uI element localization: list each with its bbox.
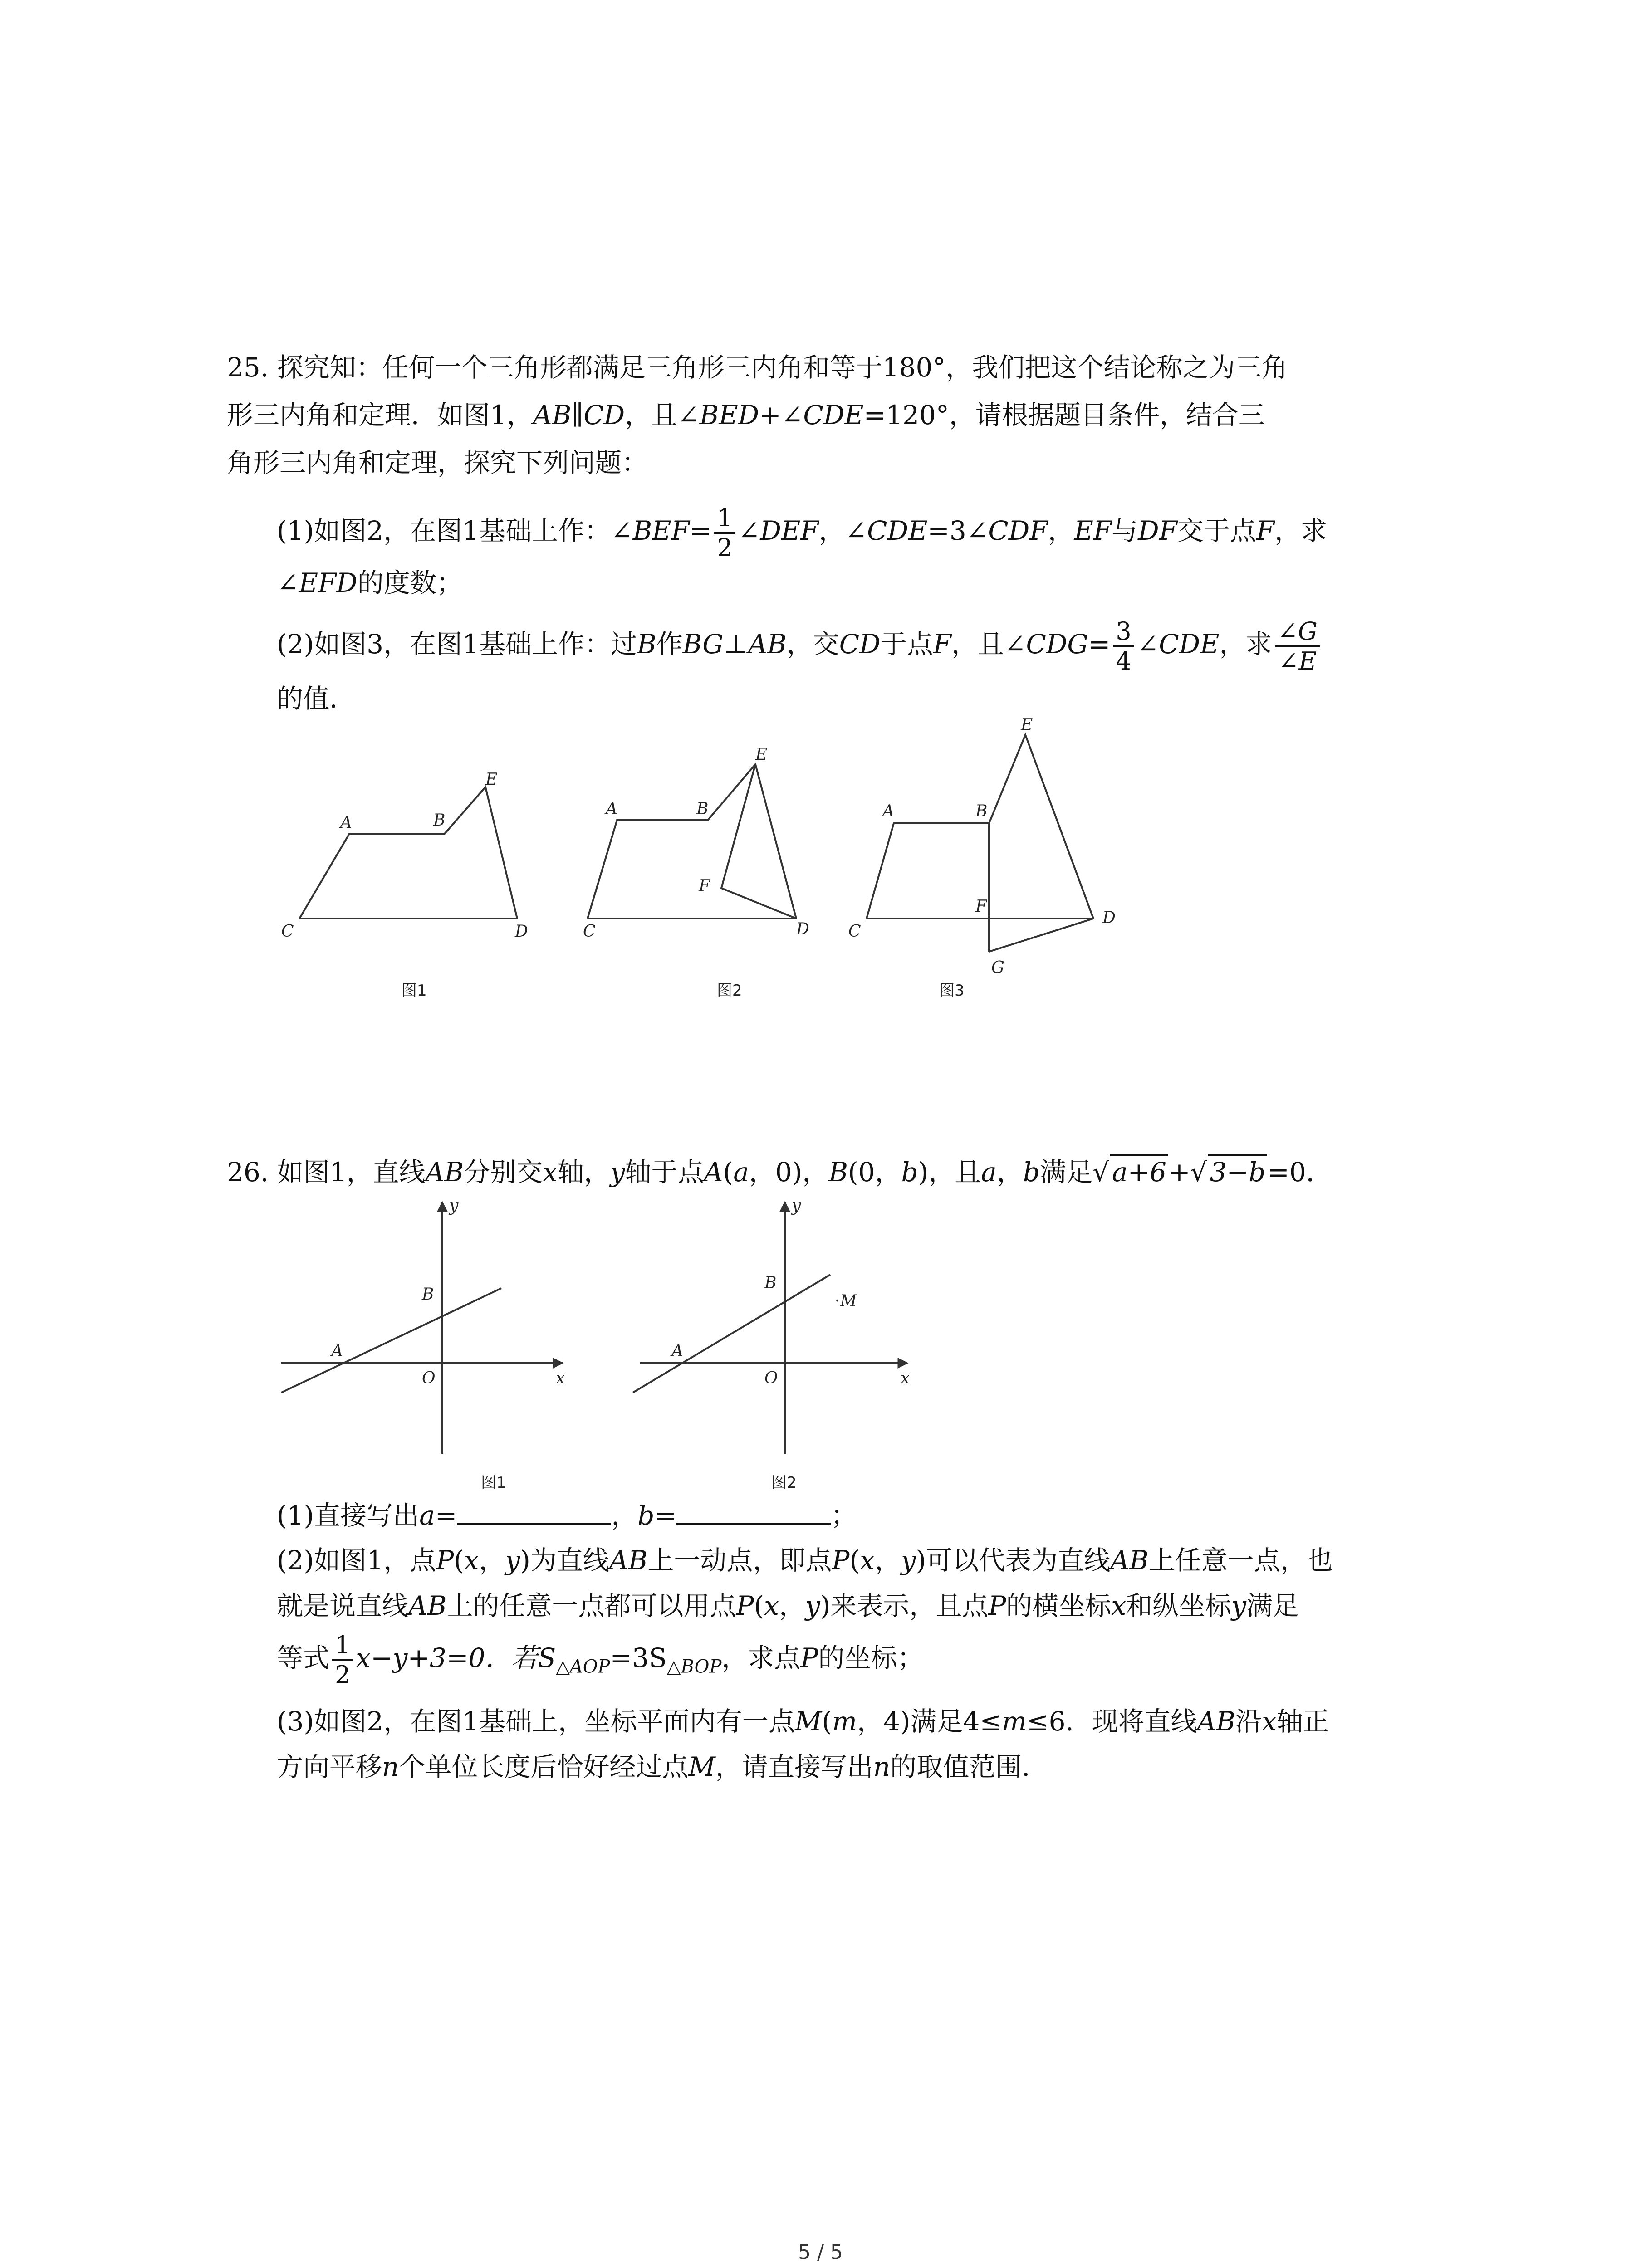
fig3-gd [989,919,1093,952]
fig3-label-d: D [1102,909,1116,927]
fig26-2-label-a: A [671,1342,683,1360]
fig1-polyline [299,787,517,919]
q26-part-2: (2)如图1，点P(x，y)为直线AB上一动点，即点P(x，y)可以代表为直线AB上任意一点，也 [277,1545,1333,1576]
q25-line-2: 形三内角和定理．如图1，AB∥CD，且∠BED+∠CDE=120°，请根据题目条件，结合三 [227,400,1265,430]
q25-part-2-cont: 的值． [277,683,356,714]
fig1-label-e: E [485,770,498,789]
answer-blank-a[interactable] [457,1499,611,1525]
fig1-label-d: D [515,922,528,941]
fraction-one-half-26: $\frac{1}{2}$ [332,1631,353,1689]
fig3-label-g: G [991,958,1004,977]
q26-figures [272,1193,953,1501]
answer-blank-b[interactable] [676,1499,831,1525]
fig2-label-d: D [796,920,809,938]
q25-figures [254,717,1161,1012]
q26-line-1: 26. 如图1，直线AB分别交x轴，y轴于点A(a，0)，B(0，b)，且a，b满足√ a+6+√ 3−b=0． [227,1154,1332,1188]
fig26-1-label-y: y [449,1197,459,1215]
q26-part-3: (3)如图2，在图1基础上，坐标平面内有一点M(m，4)满足4≤m≤6．现将直线AB沿x轴正 [277,1706,1329,1737]
fig3-caption: 图3 [939,982,965,1000]
fig3-label-c: C [848,922,861,941]
fraction-three-quarters: $\frac{3}{4}$ [1113,617,1134,675]
fraction-angle-g-over-e: $\frac{\angle G}{\angle E}$ [1275,617,1320,675]
fig26-1-label-x: x [556,1369,565,1388]
q26-number: 26. [227,1157,269,1188]
fig3-label-f: F [975,897,987,916]
fig26-1-label-a: A [331,1342,343,1360]
fig26-1-label-o: O [422,1369,436,1388]
fig1-label-b: B [433,811,446,830]
fig1-label-a: A [340,813,352,832]
fig1-line-ab [281,1288,501,1393]
q25-part-2: (2)如图3，在图1基础上作：过B作BG⊥AB，交CD于点F，且∠CDG= $\frac{3}{4}$ ∠CDE，求 $\frac{\angle G}{\angle E}$ [277,610,1323,678]
fig2-label-c: C [583,922,596,941]
fraction-one-half: $\frac{1}{2}$ [714,504,735,562]
fig26-2-label-m: ·M [835,1292,857,1310]
fig1-caption: 图1 [402,982,427,1000]
fig26-1-caption: 图1 [481,1474,506,1492]
fig3-label-a: A [882,802,894,821]
sqrt-a-plus-6: a+6 [1110,1154,1168,1188]
fig2-label-b: B [696,800,709,818]
q25-number: 25. [227,352,269,383]
fig2-ef-df [721,764,796,919]
fig3-label-e: E [1021,717,1033,734]
fig2-line-ab [633,1275,830,1393]
fig2-label-a: A [606,800,617,818]
fig3-label-b: B [975,802,988,821]
fig26-2-label-y: y [792,1197,801,1215]
q26-part-2-line-3: 等式 $\frac{1}{2}$ x−y+3=0．若$S_{\triangle AOP}=3S_{\triangle BOP}$，求点P的坐标； [277,1630,924,1689]
fig26-2-label-b: B [764,1274,777,1292]
page-number: 5 / 5 [798,2241,843,2264]
q25-line-3: 角形三内角和定理，探究下列问题： [227,447,648,478]
fig26-2-label-o: O [764,1369,778,1388]
q26-part-3-line-2: 方向平移n个单位长度后恰好经过点M，请直接写出n的取值范围． [277,1751,1048,1782]
fig26-2-caption: 图2 [771,1474,797,1492]
fig2-label-e: E [755,745,768,764]
fig2-polyline [588,764,796,919]
fig26-1-label-b: B [422,1285,434,1304]
fig3-polyline [867,735,1093,919]
fig2-label-f: F [699,877,710,895]
q25-line-1: 25. 探究知：任何一个三角形都满足三角形三内角和等于180°，我们把这个结论称之为三角 [227,352,1288,383]
fig1-label-c: C [281,922,294,941]
fig2-caption: 图2 [717,982,742,1000]
q25-part-1-cont: ∠EFD的度数； [277,567,463,598]
q26-part-1: (1)直接写出a= ，b= ； [277,1500,857,1531]
q25-part-1: (1)如图2，在图1基础上作：∠BEF= $\frac{1}{2}$ ∠DEF，∠CDE=3∠CDF，EF与DF交于点F，求 [277,503,1327,562]
q26-part-2-line-2: 就是说直线AB上的任意一点都可以用点P(x，y)来表示，且点P的横坐标x和纵坐标y满足 [277,1590,1299,1621]
sqrt-3-minus-b: 3−b [1208,1154,1268,1188]
fig26-2-label-x: x [901,1369,910,1388]
